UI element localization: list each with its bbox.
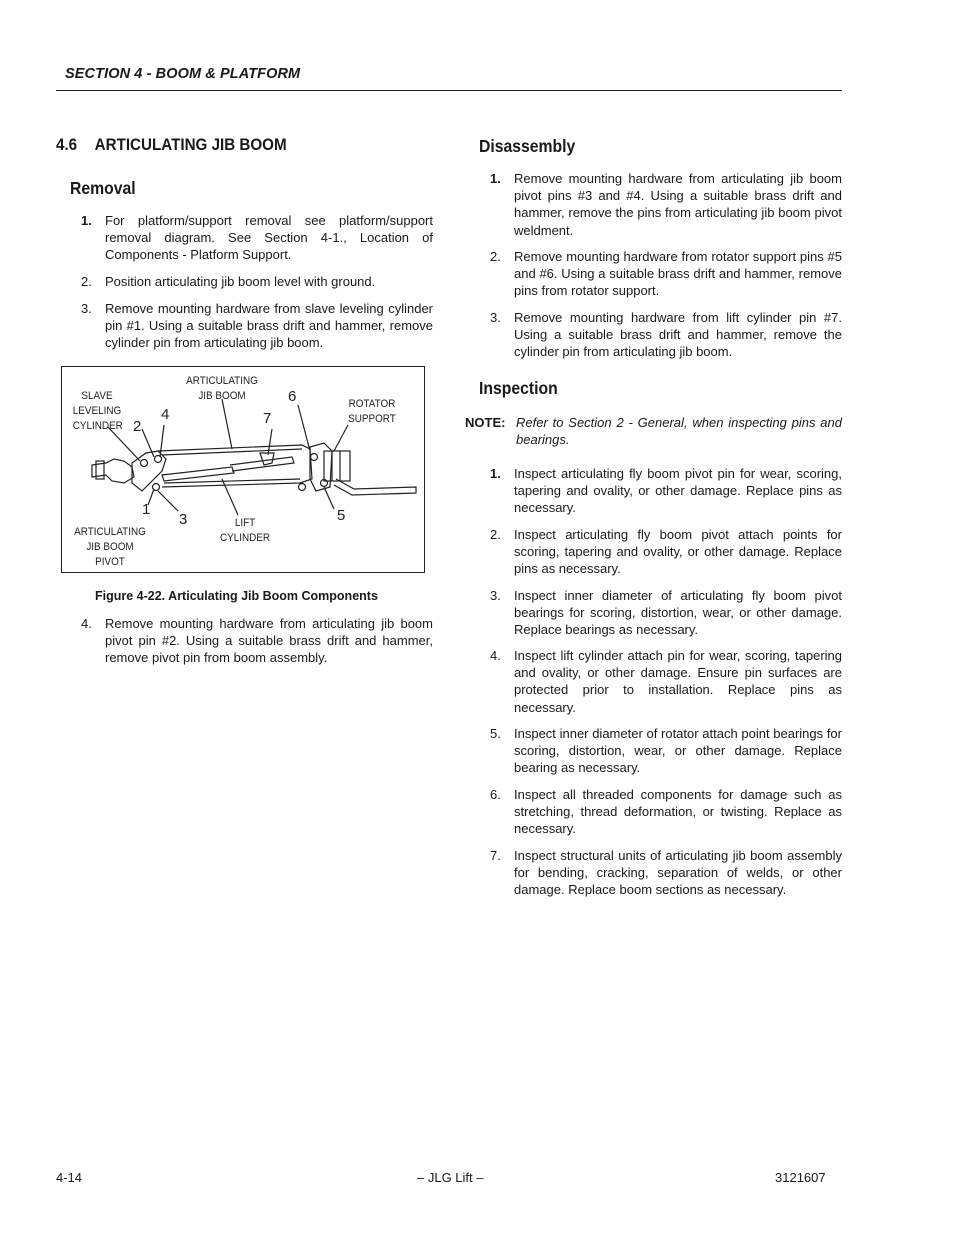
callout-6: 6 bbox=[288, 388, 297, 405]
inspection-step-4 bbox=[490, 647, 842, 717]
inspection-step-1 bbox=[490, 465, 842, 517]
inspection-step-5 bbox=[490, 725, 842, 777]
label-lift-cylinder: LIFT CYLINDER bbox=[219, 517, 271, 544]
disassembly-step-3 bbox=[490, 309, 842, 361]
removal-heading: Removal bbox=[70, 178, 136, 198]
note-text: Refer to Section 2 - General, when inspecting pins and bearings. bbox=[516, 415, 842, 448]
step-number: 1. bbox=[81, 213, 92, 228]
step-text: Remove mounting hardware from rotator support pins #5 and #6. Using a suitable brass drift and hammer, remove pins from rotator support. bbox=[514, 249, 842, 299]
label-articulating-jib-boom: ARTICULATING JIB BOOM bbox=[186, 375, 258, 402]
step-text: Remove mounting hardware from articulating jib boom pivot pin #2. Using a suitable brass drift and hammer, remove pivot pin from boom assembly. bbox=[105, 616, 433, 666]
step-number: 4. bbox=[81, 616, 92, 631]
section-header-title: SECTION 4 - BOOM & PLATFORM bbox=[65, 66, 301, 82]
step-text: Inspect structural units of articulating jib boom assembly for bending, cracking, separation of welds, or other damage. Replace boom sections as necessary. bbox=[514, 848, 842, 898]
label-rotator-support: ROTATOR SUPPORT bbox=[348, 398, 396, 425]
callout-4: 4 bbox=[161, 406, 170, 423]
section-number: 4.6 bbox=[56, 136, 78, 154]
callout-3: 3 bbox=[179, 511, 188, 528]
callout-1: 1 bbox=[142, 501, 151, 518]
step-text: Remove mounting hardware from articulating jib boom pivot pins #3 and #4. Using a suitable brass drift and hammer, remove the pins from articulating jib boom pivot weldment. bbox=[514, 171, 842, 238]
rotator-support-plate bbox=[324, 451, 350, 481]
label-slave-leveling-cylinder: SLAVE LEVELING CYLINDER bbox=[72, 390, 123, 432]
figure-caption: Figure 4-22. Articulating Jib Boom Components bbox=[95, 589, 378, 603]
inspection-step-2 bbox=[490, 526, 842, 578]
step-number: 2. bbox=[490, 527, 501, 542]
callout-7: 7 bbox=[263, 410, 272, 427]
removal-step-1 bbox=[81, 212, 433, 264]
jib-boom-diagram bbox=[61, 366, 425, 573]
footer-doc-number: 3121607 bbox=[775, 1170, 826, 1185]
footer-brand: – JLG Lift – bbox=[417, 1170, 484, 1185]
inspection-heading: Inspection bbox=[479, 378, 558, 398]
step-text: Remove mounting hardware from slave leveling cylinder pin #1. Using a suitable brass drift and hammer, remove cylinder pin from articulating jib boom. bbox=[105, 301, 433, 351]
page-header bbox=[56, 62, 842, 91]
inspection-note bbox=[465, 414, 842, 450]
removal-step-4 bbox=[81, 615, 433, 667]
section-title: ARTICULATING JIB BOOM bbox=[94, 136, 287, 154]
disassembly-heading: Disassembly bbox=[479, 136, 576, 156]
step-text: Inspect articulating fly boom pivot pin for wear, scoring, tapering and ovality, or other damage. Replace pins as necessary. bbox=[514, 466, 842, 516]
inspection-step-6 bbox=[490, 786, 842, 838]
lift-cylinder-line bbox=[162, 467, 234, 481]
step-text: Inspect all threaded components for damage such as stretching, thread deformation, or twisting. Replace as necessary. bbox=[514, 787, 842, 837]
step-text: Inspect lift cylinder attach pin for wear, scoring, tapering and ovality, or other damage. Ensure pin surfaces are protected prior to installation. Replace pins as necessary. bbox=[514, 648, 842, 715]
footer-page-number: 4-14 bbox=[56, 1170, 83, 1185]
step-number: 1. bbox=[490, 171, 501, 186]
removal-step-3 bbox=[81, 300, 433, 352]
callout-5: 5 bbox=[337, 507, 346, 524]
step-number: 3. bbox=[490, 588, 501, 603]
step-number: 5. bbox=[490, 726, 501, 741]
removal-step-2 bbox=[81, 273, 433, 291]
step-text: Position articulating jib boom level with ground. bbox=[105, 274, 376, 289]
label-articulating-jib-boom-pivot: ARTICULATING JIB BOOM PIVOT bbox=[74, 526, 146, 568]
step-number: 7. bbox=[490, 848, 501, 863]
step-number: 3. bbox=[81, 301, 92, 316]
step-number: 6. bbox=[490, 787, 501, 802]
disassembly-step-1 bbox=[490, 170, 842, 240]
step-text: Inspect inner diameter of rotator attach point bearings for scoring, distortion, wear, or other damage. Replace bearing as necessary. bbox=[514, 726, 842, 776]
step-number: 4. bbox=[490, 648, 501, 663]
step-text: For platform/support removal see platform/support removal diagram. See Section 4-1., Location of Components - Platform Support. bbox=[105, 213, 433, 263]
step-number: 1. bbox=[490, 466, 501, 481]
callout-2: 2 bbox=[133, 418, 142, 435]
inspection-step-3 bbox=[490, 587, 842, 639]
step-text: Remove mounting hardware from lift cylinder pin #7. Using a suitable brass drift and hammer, remove the cylinder pin from articulating jib boom. bbox=[514, 310, 842, 360]
step-text: Inspect inner diameter of articulating fly boom pivot bearings for scoring, distortion, wear, or other damage. Replace bearings as necessary. bbox=[514, 588, 842, 638]
step-text: Inspect articulating fly boom pivot attach points for scoring, tapering and ovality, or other damage. Replace pins as necessary. bbox=[514, 527, 842, 577]
inspection-step-7 bbox=[490, 847, 842, 899]
step-number: 2. bbox=[81, 274, 92, 289]
step-number: 2. bbox=[490, 249, 501, 264]
step-number: 3. bbox=[490, 310, 501, 325]
disassembly-step-2 bbox=[490, 248, 842, 300]
section-heading bbox=[56, 136, 287, 155]
note-label: NOTE: bbox=[465, 415, 506, 430]
